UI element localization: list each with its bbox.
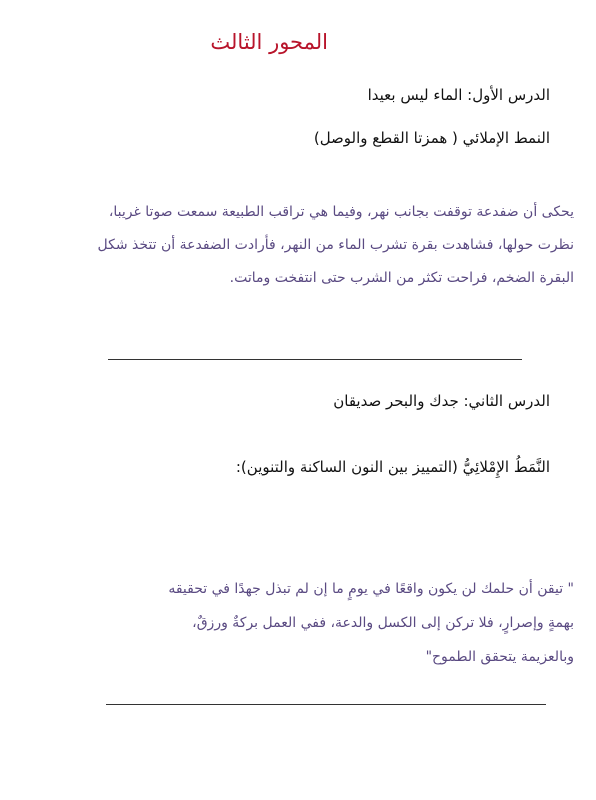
lesson1-paragraph-line: نظرت حولها، فشاهدت بقرة تشرب الماء من النهر، فأرادت الضفدعة أن تتخذ شكل xyxy=(97,237,574,253)
lesson1-paragraph-line: البقرة الضخم، فراحت تكثر من الشرب حتى انتفخت وماتت. xyxy=(229,270,574,286)
lesson1-paragraph-line: يحكى أن ضفدعة توقفت بجانب نهر، وفيما هي تراقب الطبيعة سمعت صوتا غريبا، xyxy=(108,204,574,220)
page-title: المحور الثالث xyxy=(210,30,328,54)
section-divider xyxy=(108,359,522,360)
lesson2-paragraph xyxy=(14,572,574,674)
lesson2-pattern-title: النَّمَطُ الإِمْلائِيُّ (التمييز بين النون الساكنة والتنوين): xyxy=(235,458,550,476)
lesson2-title: الدرس الثاني: جدك والبحر صديقان xyxy=(333,392,550,410)
section-divider xyxy=(106,704,546,705)
lesson2-paragraph-line: بهمةٍ وإصرارٍ، فلا تركن إلى الكسل والدعة، ففي العمل بركةٌ ورزقٌ، xyxy=(192,615,574,631)
lesson2-paragraph-line: " تيقن أن حلمك لن يكون واقعًا في يومٍ ما إن لم تبذل جهدًا في تحقيقه xyxy=(168,581,574,597)
lesson1-pattern-title: النمط الإملائي ( همزتا القطع والوصل) xyxy=(313,129,550,147)
lesson1-title: الدرس الأول: الماء ليس بعيدا xyxy=(367,86,550,104)
lesson2-paragraph-line: وبالعزيمة يتحقق الطموح" xyxy=(425,649,574,665)
lesson1-paragraph xyxy=(14,196,574,295)
